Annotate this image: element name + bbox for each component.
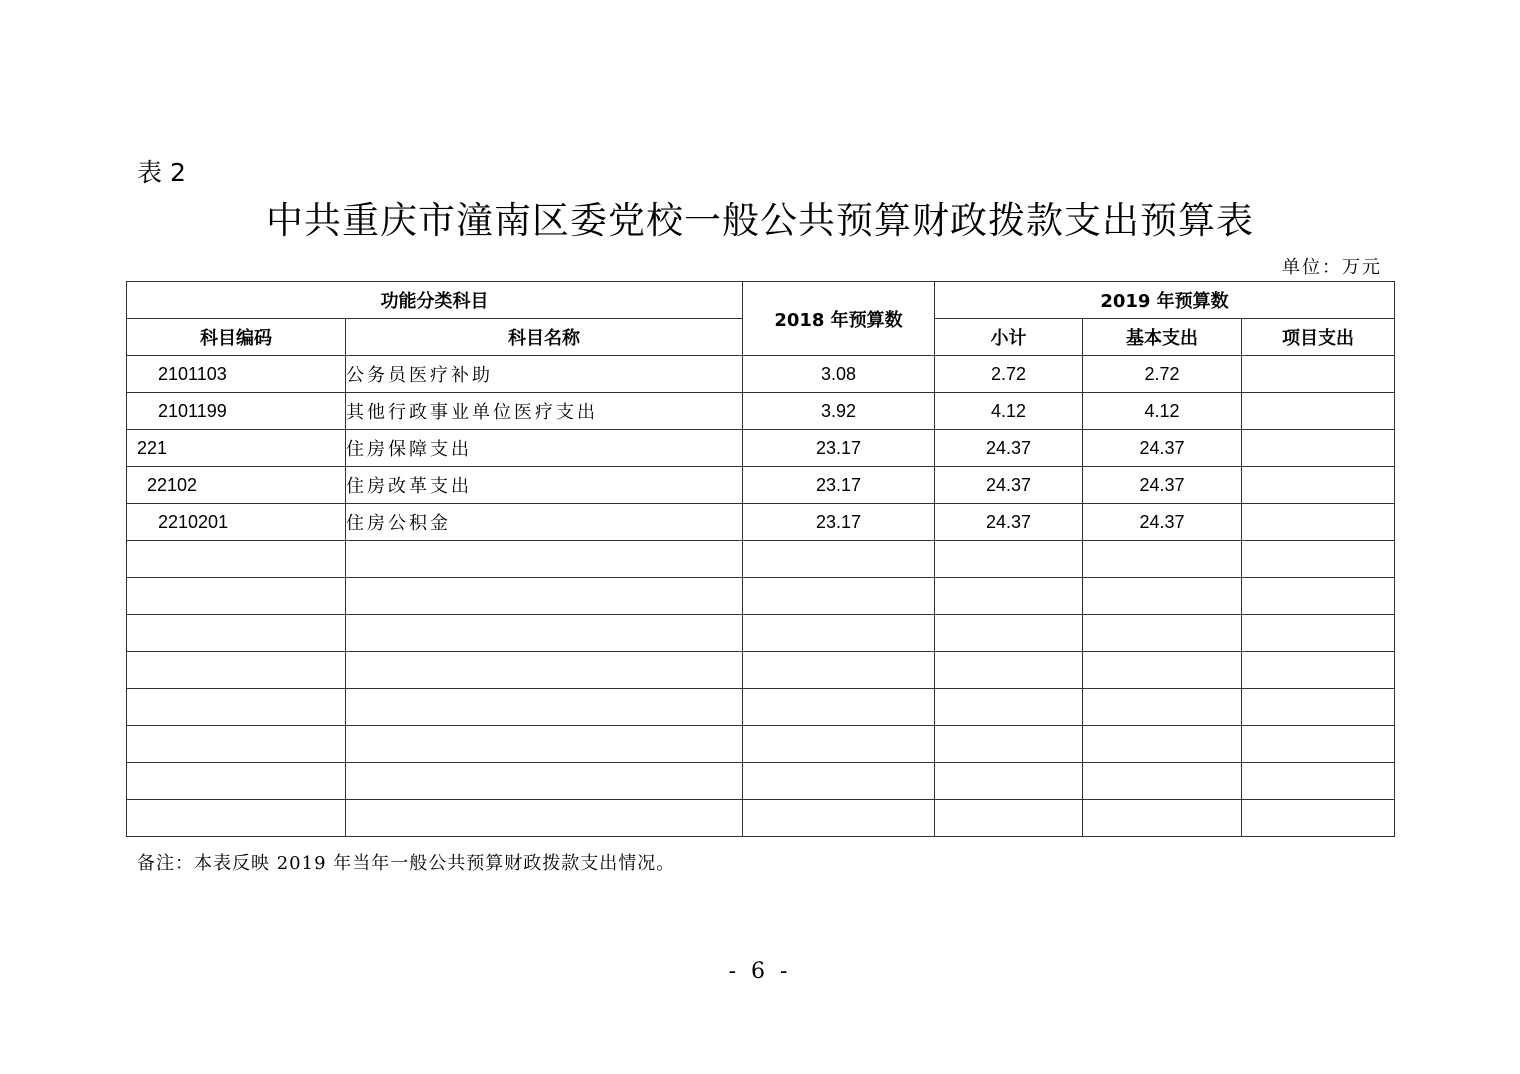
cell-name [346,541,743,578]
cell-budget-2018: 3.08 [743,356,935,393]
cell-budget-2018 [743,689,935,726]
cell-code [127,578,346,615]
cell-code: 22102 [127,467,346,504]
unit-label: 单位：万元 [1282,257,1382,278]
cell-subtotal [935,763,1083,800]
table-row [127,467,1395,504]
header-code: 科目编码 [127,319,346,356]
cell-budget-2018: 23.17 [743,504,935,541]
cell-subtotal [935,615,1083,652]
cell-project [1242,430,1395,467]
cell-name: 住房保障支出 [346,430,743,467]
table-row [127,689,1395,726]
cell-project [1242,800,1395,837]
cell-code [127,541,346,578]
header-project: 项目支出 [1242,319,1395,356]
cell-subtotal [935,652,1083,689]
cell-project [1242,504,1395,541]
cell-code [127,652,346,689]
cell-code: 2101103 [127,356,346,393]
table-label: 表 2 [137,158,186,187]
table-row [127,763,1395,800]
cell-basic: 4.12 [1083,393,1242,430]
cell-budget-2018: 3.92 [743,393,935,430]
cell-project [1242,615,1395,652]
cell-subtotal [935,541,1083,578]
header-name: 科目名称 [346,319,743,356]
page-title: 中共重庆市潼南区委党校一般公共预算财政拨款支出预算表 [266,199,1254,242]
cell-code [127,763,346,800]
cell-basic [1083,800,1242,837]
cell-budget-2018 [743,726,935,763]
cell-budget-2018 [743,615,935,652]
cell-code: 221 [127,430,346,467]
header-basic: 基本支出 [1083,319,1242,356]
cell-basic [1083,689,1242,726]
cell-subtotal [935,578,1083,615]
header-row-1 [127,282,1395,319]
table-row [127,430,1395,467]
cell-subtotal: 2.72 [935,356,1083,393]
cell-basic: 24.37 [1083,467,1242,504]
cell-subtotal: 4.12 [935,393,1083,430]
cell-name [346,800,743,837]
cell-name: 其他行政事业单位医疗支出 [346,393,743,430]
cell-budget-2018 [743,652,935,689]
table-row [127,726,1395,763]
cell-code [127,800,346,837]
cell-project [1242,652,1395,689]
table-row [127,356,1395,393]
header-subtotal: 小计 [935,319,1083,356]
cell-basic [1083,615,1242,652]
cell-subtotal: 24.37 [935,467,1083,504]
cell-name: 住房公积金 [346,504,743,541]
cell-code [127,726,346,763]
cell-project [1242,578,1395,615]
cell-budget-2018 [743,763,935,800]
cell-basic: 24.37 [1083,430,1242,467]
cell-budget-2018 [743,800,935,837]
budget-table [126,281,1395,837]
header-category-group: 功能分类科目 [127,282,743,319]
table-row [127,541,1395,578]
cell-name: 住房改革支出 [346,467,743,504]
cell-code [127,615,346,652]
cell-basic [1083,726,1242,763]
cell-code: 2101199 [127,393,346,430]
table-body [127,356,1395,837]
cell-project [1242,467,1395,504]
cell-budget-2018 [743,541,935,578]
cell-budget-2018: 23.17 [743,467,935,504]
cell-basic [1083,578,1242,615]
cell-project [1242,541,1395,578]
cell-budget-2018 [743,578,935,615]
cell-subtotal: 24.37 [935,504,1083,541]
cell-subtotal [935,689,1083,726]
cell-project [1242,689,1395,726]
cell-project [1242,726,1395,763]
cell-name [346,615,743,652]
cell-basic [1083,541,1242,578]
cell-basic [1083,763,1242,800]
cell-name [346,689,743,726]
cell-code [127,689,346,726]
header-budget-2019-group: 2019 年预算数 [935,282,1395,319]
header-budget-2018: 2018 年预算数 [743,282,935,356]
cell-name [346,652,743,689]
footnote: 备注：本表反映 2019 年当年一般公共预算财政拨款支出情况。 [137,853,676,874]
cell-basic: 24.37 [1083,504,1242,541]
cell-subtotal: 24.37 [935,430,1083,467]
table-row [127,652,1395,689]
table-row [127,393,1395,430]
cell-name [346,578,743,615]
table-row [127,578,1395,615]
cell-project [1242,356,1395,393]
cell-basic [1083,652,1242,689]
cell-name: 公务员医疗补助 [346,356,743,393]
table-header [127,282,1395,356]
table-row [127,800,1395,837]
cell-subtotal [935,800,1083,837]
table-row [127,615,1395,652]
cell-code: 2210201 [127,504,346,541]
cell-name [346,763,743,800]
cell-subtotal [935,726,1083,763]
page-number: - 6 - [728,959,792,984]
cell-basic: 2.72 [1083,356,1242,393]
cell-name [346,726,743,763]
table-row [127,504,1395,541]
cell-project [1242,763,1395,800]
cell-project [1242,393,1395,430]
cell-budget-2018: 23.17 [743,430,935,467]
